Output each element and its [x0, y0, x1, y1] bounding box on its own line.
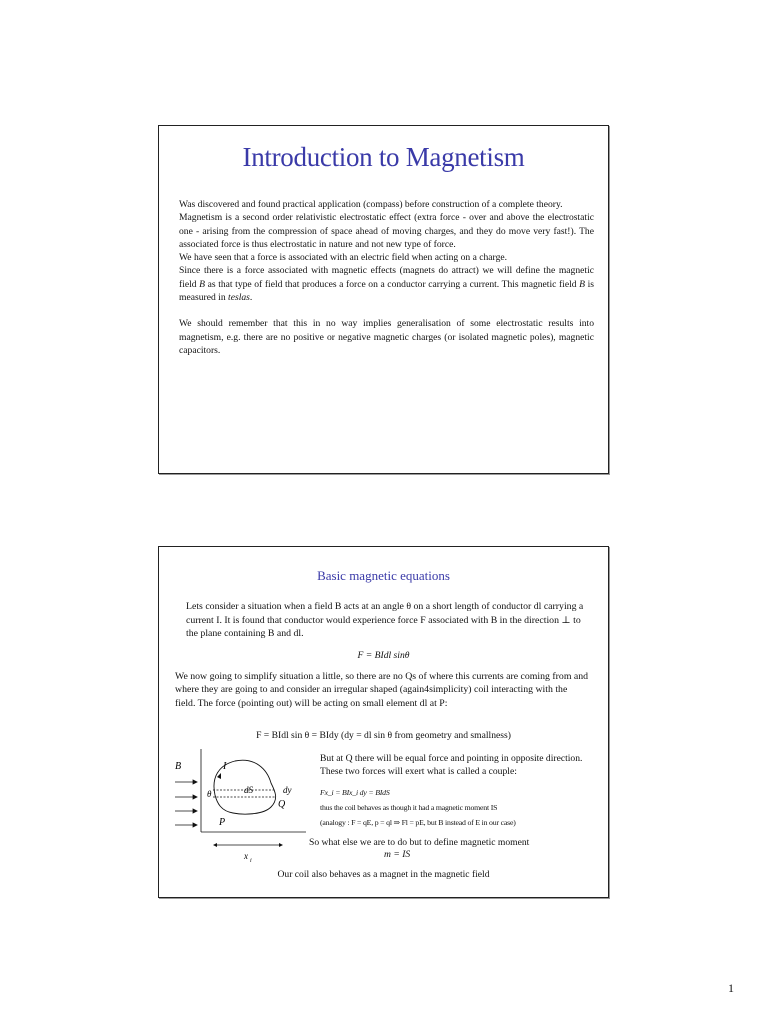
equation-force-dy: F = BIdl sin θ = BIdy (dy = dl sin θ from geometry and smallness): [256, 730, 511, 741]
equation-couple: Fx_i = BIx_i dy = BIdS: [320, 788, 390, 797]
field-arrows: [175, 780, 197, 827]
label-ds: dS: [244, 785, 253, 795]
label-x-sub: i: [250, 858, 252, 864]
symbol-b: B: [199, 278, 206, 290]
equation-moment: m = IS: [384, 849, 411, 860]
text-couple: But at Q there will be equal force and pointing in opposite direction. These two forces will exert what is called a couple:: [320, 753, 583, 777]
label-x: x: [244, 851, 248, 861]
paragraph: Lets consider a situation when a field B acts at an angle θ on a short length of conductor dl carrying a current I. It is found that conductor would experience force F associated with B in the direction ⊥ to the plane containing B and dl.: [186, 601, 584, 640]
text-magnetic-moment: thus the coil behaves as though it had a magnetic moment IS: [320, 803, 498, 812]
slide-basic-equations: [158, 546, 609, 898]
text-run: is measured in: [179, 278, 594, 304]
equation-force: F = BIdl sinθ: [357, 650, 410, 661]
symbol-b: B: [579, 278, 586, 290]
text-run: Since there is a force associated with magnetic effects (magnets do attract) we will define the magnetic field: [179, 265, 594, 290]
paragraph: Was discovered and found practical application (compass) before construction of a complete theory.: [179, 199, 563, 210]
page-number: 1: [728, 981, 734, 995]
label-theta: θ: [207, 789, 212, 799]
label-dy: dy: [283, 785, 292, 795]
paragraph: We now going to simplify situation a little, so there are no Qs of where this currents are coming from and where they are going to and consider an irregular shaped (again4simplicity) coil interacting with the field. The force (pointing out) will be acting on small element dl at P:: [175, 671, 589, 709]
paragraph: Magnetism is a second order relativistic electrostatic effect (extra force - over and above the electrostatic one - arising from the compression of space ahead of moving charges, and they do move very fast!). The associated force is thus electrostatic in nature and not new type of force.: [179, 212, 594, 250]
label-b: B: [175, 761, 182, 772]
paragraph: We should remember that this in no way implies generalisation of some electrostatic results into magnetism, e.g. there are no positive or negative magnetic charges (or isolated magnetic poles), magnetic capacitors.: [179, 318, 594, 356]
slide-title: Introduction to Magnetism: [242, 142, 525, 172]
coil-diagram: [171, 747, 311, 867]
text-run: as that type of field that produces a force on a conductor carrying a current. This magnetic field: [205, 278, 580, 290]
slide-title: Basic magnetic equations: [317, 568, 450, 583]
label-i: I: [223, 761, 227, 772]
slide-introduction: [158, 125, 609, 474]
paragraph: We have seen that a force is associated with an electric field when acting on a charge.: [179, 252, 508, 264]
text-analogy: (analogy : F = qE, p = ql ⇒ Fl = pE, but B instead of E in our case): [320, 818, 516, 827]
label-q: Q: [278, 799, 286, 810]
slide-body: [179, 198, 594, 357]
paragraph: [179, 264, 594, 304]
closing-line: Our coil also behaves as a magnet in the magnetic field: [277, 869, 490, 880]
text-run: .: [249, 292, 253, 304]
text-define-moment: So what else we are to do but to define magnetic moment: [309, 837, 530, 848]
label-p: P: [219, 817, 226, 828]
unit-teslas: teslas: [228, 292, 250, 304]
